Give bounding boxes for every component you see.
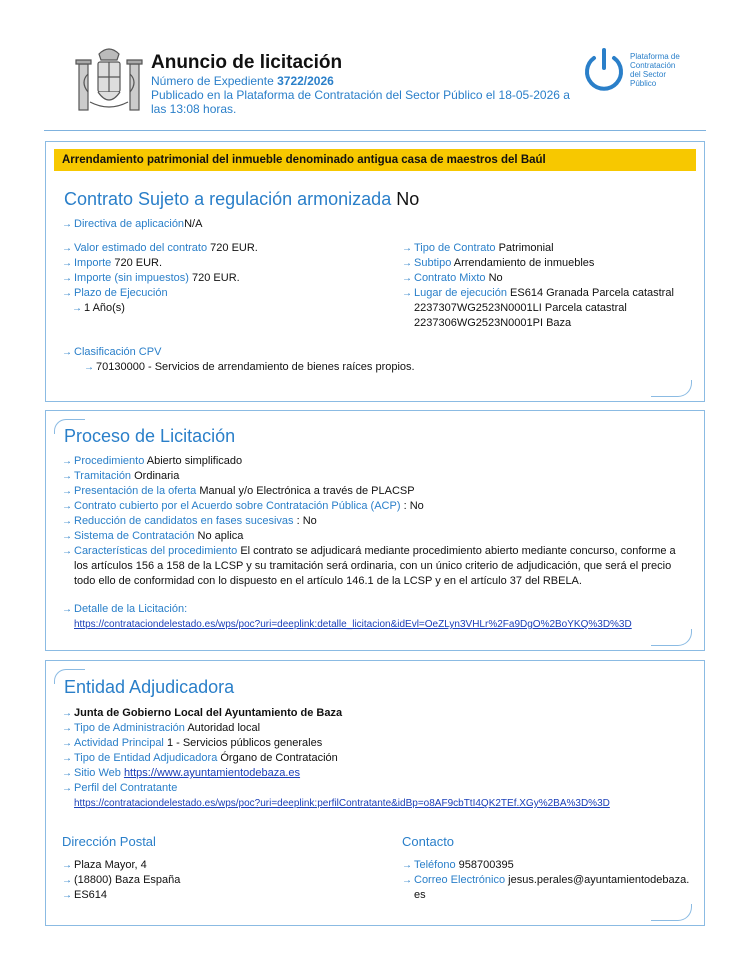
caracteristicas-line-3: todo ello de conformidad con lo dispuesto en el artículo 146.1 de la LCSP y en el artículo 37 del RBELA. <box>74 575 582 587</box>
arrow-icon: → <box>62 273 72 284</box>
proceso-panel <box>45 410 705 651</box>
procedimiento-value: Abierto simplificado <box>146 455 243 467</box>
subtipo-row <box>402 256 594 271</box>
direccion-value: Plaza Mayor, 4 <box>74 859 147 871</box>
importe-sin-impuestos-row <box>62 271 240 286</box>
arrow-icon: → <box>62 288 72 299</box>
reduccion-row <box>62 514 317 529</box>
importe-row <box>62 256 162 271</box>
plazo-label: Plazo de Ejecución <box>74 287 168 299</box>
arrow-icon: → <box>62 347 72 358</box>
lugar-ejecucion-label: Lugar de ejecución <box>414 287 507 299</box>
arrow-icon: → <box>72 303 82 314</box>
contract-title-text: Contrato Sujeto a regulación armonizada <box>64 189 392 209</box>
presentacion-value: Manual y/o Electrónica a través de PLACSP <box>199 485 415 497</box>
perfil-link-row <box>74 796 610 811</box>
telefono-row <box>402 858 514 873</box>
detalle-label: Detalle de la Licitación: <box>74 603 188 615</box>
arrow-icon: → <box>62 753 72 764</box>
title-block <box>151 52 581 116</box>
caracteristicas-line-2: los artículos 156 a 158 de la LCSP y su tramitación será ordinaria, con un único criterio de adjudicación, que será el precio <box>74 560 672 572</box>
direccion-line <box>62 888 107 903</box>
procedimiento-label: Procedimiento <box>74 455 145 467</box>
sistema-row <box>62 529 243 544</box>
contacto-title: Contacto <box>402 834 455 849</box>
arrow-icon: → <box>62 501 72 512</box>
directiva-value: N/A <box>184 218 203 230</box>
detalle-row <box>62 602 187 617</box>
direccion-title: Dirección Postal <box>62 834 156 849</box>
arrow-icon: → <box>62 486 72 497</box>
contrato-mixto-row <box>402 271 503 286</box>
arrow-icon: → <box>62 243 72 254</box>
contract-banner: Arrendamiento patrimonial del inmueble denominado antigua casa de maestros del Baúl <box>54 149 696 171</box>
arrow-icon: → <box>62 723 72 734</box>
contrato-mixto-value: No <box>488 272 503 284</box>
presentacion-label: Presentación de la oferta <box>74 485 197 497</box>
published-line-2: las 13:08 horas. <box>151 102 237 116</box>
panel-corner-decoration <box>651 904 692 921</box>
arrow-icon: → <box>62 890 72 901</box>
tramitacion-label: Tramitación <box>74 470 132 482</box>
perfil-label: Perfil del Contratante <box>74 782 178 794</box>
logo-text-line: del Sector <box>630 70 667 79</box>
contract-title-value: No <box>396 189 420 209</box>
sitio-web-label: Sitio Web <box>74 767 121 779</box>
correo-value-cont: es <box>414 889 426 901</box>
arrow-icon: → <box>84 362 94 373</box>
arrow-icon: → <box>402 258 412 269</box>
entidad-name-row <box>62 706 342 721</box>
plazo-row <box>62 286 168 301</box>
tipo-contrato-row <box>402 241 554 256</box>
lugar-line-3: 2237306WG2523N0001PI Baza <box>414 317 572 329</box>
page-header <box>0 0 750 135</box>
expediente-label: Número de Expediente <box>151 74 274 88</box>
entidad-name: Junta de Gobierno Local del Ayuntamiento de Baza <box>74 707 343 719</box>
published-line-1: Publicado en la Plataforma de Contratación del Sector Público el 18-05-2026 a <box>151 88 570 102</box>
plazo-value: 1 Año(s) <box>84 302 125 314</box>
arrow-icon: → <box>62 708 72 719</box>
arrow-icon: → <box>402 273 412 284</box>
lugar-line-2: 2237307WG2523N0001LI Parcela catastral <box>414 302 627 314</box>
logo-text <box>630 52 692 88</box>
caracteristicas-label: Características del procedimiento <box>74 545 238 557</box>
arrow-icon: → <box>62 546 72 557</box>
tipo-contrato-value: Patrimonial <box>498 242 554 254</box>
lugar-ejecucion-row <box>402 286 674 301</box>
arrow-icon: → <box>402 243 412 254</box>
contract-panel <box>45 141 705 402</box>
arrow-icon: → <box>62 531 72 542</box>
arrow-icon: → <box>62 738 72 749</box>
correo-row <box>402 873 689 888</box>
caracteristicas-row <box>62 544 676 559</box>
arrow-icon: → <box>62 516 72 527</box>
procedimiento-row <box>62 454 242 469</box>
tipo-contrato-label: Tipo de Contrato <box>414 242 496 254</box>
contrato-mixto-label: Contrato Mixto <box>414 272 486 284</box>
power-icon <box>582 48 626 96</box>
arrow-icon: → <box>62 604 72 615</box>
logo-text-line: Contratación <box>630 61 676 70</box>
importe-sin-impuestos-value: 720 EUR. <box>192 272 240 284</box>
perfil-row <box>62 781 177 796</box>
arrow-icon: → <box>402 860 412 871</box>
tramitacion-value: Ordinaria <box>134 470 180 482</box>
cpv-row <box>62 345 161 360</box>
header-divider <box>44 130 706 131</box>
directiva-row <box>62 217 202 232</box>
valor-estimado-row <box>62 241 258 256</box>
arrow-icon: → <box>62 219 72 230</box>
tipo-entidad-label: Tipo de Entidad Adjudicadora <box>74 752 218 764</box>
directiva-label: Directiva de aplicación <box>74 218 185 230</box>
arrow-icon: → <box>402 288 412 299</box>
tipo-entidad-row <box>62 751 338 766</box>
lugar-ejecucion-value: ES614 Granada Parcela catastral <box>510 287 674 299</box>
page-title: Anuncio de licitación <box>151 52 343 73</box>
correo-value: jesus.perales@ayuntamientodebaza. <box>508 874 690 886</box>
cpv-label: Clasificación CPV <box>74 346 162 358</box>
reduccion-value: : No <box>296 515 317 527</box>
telefono-label: Teléfono <box>414 859 456 871</box>
cpv-value: 70130000 - Servicios de arrendamiento de bienes raíces propios. <box>96 361 415 373</box>
importe-sin-impuestos-label: Importe (sin impuestos) <box>74 272 189 284</box>
correo-label: Correo Electrónico <box>414 874 506 886</box>
entidad-panel <box>45 660 705 926</box>
direccion-line <box>62 873 180 888</box>
arrow-icon: → <box>62 768 72 779</box>
tipo-administracion-row <box>62 721 260 736</box>
sistema-label: Sistema de Contratación <box>74 530 195 542</box>
subtipo-label: Subtipo <box>414 257 452 269</box>
detalle-link[interactable]: https://contrataciondelestado.es/wps/poc?uri=deeplink:detalle_licitacion&idEvl=OeZLyn3VHLr%2Fa9DgO%2BoYKQ%3D%3D <box>74 619 632 630</box>
sitio-web-row <box>62 766 300 781</box>
arrow-icon: → <box>62 258 72 269</box>
reduccion-label: Reducción de candidatos en fases sucesivas <box>74 515 294 527</box>
sistema-value: No aplica <box>197 530 244 542</box>
direccion-value: ES614 <box>74 889 108 901</box>
arrow-icon: → <box>62 860 72 871</box>
tipo-administracion-value: Autoridad local <box>187 722 261 734</box>
logo-text-line: Plataforma de <box>630 52 680 61</box>
arrow-icon: → <box>62 471 72 482</box>
acp-value: : No <box>403 500 424 512</box>
valor-estimado-value: 720 EUR. <box>210 242 258 254</box>
valor-estimado-label: Valor estimado del contrato <box>74 242 208 254</box>
plazo-value-row <box>72 301 125 316</box>
acp-row <box>62 499 424 514</box>
tramitacion-row <box>62 469 179 484</box>
detalle-link-row <box>74 617 632 632</box>
direccion-line <box>62 858 147 873</box>
cpv-value-row <box>84 360 415 375</box>
tipo-administracion-label: Tipo de Administración <box>74 722 185 734</box>
panel-corner-decoration <box>651 380 692 397</box>
actividad-value: 1 - Servicios públicos generales <box>166 737 323 749</box>
telefono-value: 958700395 <box>458 859 514 871</box>
caracteristicas-value: El contrato se adjudicará mediante procedimiento abierto mediante concurso, conforme a <box>240 545 676 557</box>
perfil-link[interactable]: https://contrataciondelestado.es/wps/poc?uri=deeplink:perfilContratante&idBp=o8AF9cbTtI4QK2TEf.XGy%2BA%3D%3D <box>74 798 610 809</box>
tipo-entidad-value: Órgano de Contratación <box>220 752 338 764</box>
logo-text-line: Público <box>630 79 657 88</box>
expediente-line <box>151 74 581 88</box>
actividad-row <box>62 736 322 751</box>
presentacion-row <box>62 484 415 499</box>
proceso-section-title: Proceso de Licitación <box>64 426 236 446</box>
sitio-web-link[interactable]: https://www.ayuntamientodebaza.es <box>123 767 301 779</box>
expediente-value: 3722/2026 <box>277 74 334 88</box>
arrow-icon: → <box>62 783 72 794</box>
arrow-icon: → <box>402 875 412 886</box>
acp-label: Contrato cubierto por el Acuerdo sobre Contratación Pública (ACP) <box>74 500 401 512</box>
coat-of-arms-icon <box>72 44 146 120</box>
importe-label: Importe <box>74 257 112 269</box>
contract-section-title <box>64 189 419 210</box>
arrow-icon: → <box>62 456 72 467</box>
arrow-icon: → <box>62 875 72 886</box>
entidad-section-title: Entidad Adjudicadora <box>64 677 235 697</box>
actividad-label: Actividad Principal <box>74 737 164 749</box>
direccion-value: (18800) Baza España <box>74 874 181 886</box>
platform-logo <box>582 46 692 106</box>
subtipo-value: Arrendamiento de inmuebles <box>453 257 595 269</box>
importe-value: 720 EUR. <box>114 257 163 269</box>
panel-corner-decoration <box>651 629 692 646</box>
